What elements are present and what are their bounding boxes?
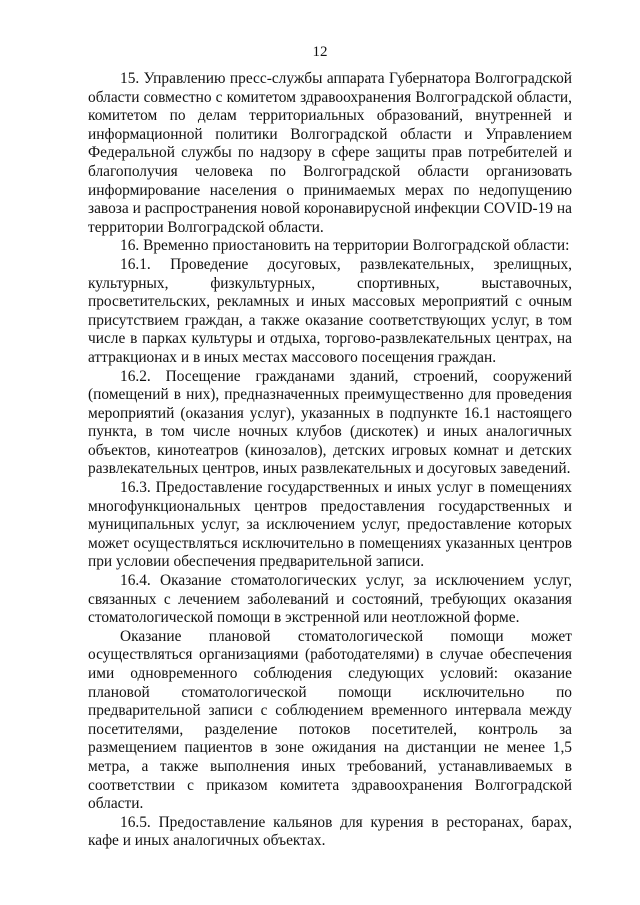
page-number: 12 bbox=[312, 44, 328, 60]
document-body bbox=[88, 70, 572, 851]
paragraph-16-5: 16.5. Предоставление кальянов для курения в ресторанах, барах, кафе и иных аналогичных объектах. bbox=[88, 813, 572, 850]
paragraph-16-4: 16.4. Оказание стоматологических услуг, за исключением услуг, связанных с лечением заболеваний и состояний, требующих оказания стоматологической помощи в экстренной или неотложной форме. bbox=[88, 572, 572, 627]
paragraph-16-4-planned-care: Оказание плановой стоматологической помощи может осуществляться организациями (работодателями) в случае обеспечения ими одновременного соблюдения следующих условий: оказание плановой стоматологической помощи исключительно по предварительной записи с соблюдением временного интервала между посетителями, разделение потоков посетителей, контроль за размещением пациентов в зоне ожидания на дистанции не менее 1,5 метра, а также выполнения иных требований, устанавливаемых в соответствии с приказом комитета здравоохранения Волгоградской области. bbox=[88, 627, 572, 813]
paragraph-15: 15. Управлению пресс-службы аппарата Губернатора Волгоградской области совместно с комитетом здравоохранения Волгоградской области, комитетом по делам территориальных образований, внутренней и информационной политики Волгоградской области и Управлением Федеральной службы по надзору в сфере защиты прав потребителей и благополучия человека по Волгоградской области организовать информирование населения о принимаемых мерах по недопущению завоза и распространения новой коронавирусной инфекции COVID-19 на территории Волгоградской области. bbox=[88, 70, 572, 236]
paragraph-16-1: 16.1. Проведение досуговых, развлекательных, зрелищных, культурных, физкультурных, спортивных, выставочных, просветительских, рекламных и иных массовых мероприятий с очным присутствием граждан, а также оказание соответствующих услуг, в том числе в парках культуры и отдыха, торгово-развлекательных центрах, на аттракционах и в иных местах массового посещения граждан. bbox=[88, 255, 572, 366]
paragraph-16: 16. Временно приостановить на территории Волгоградской области: bbox=[120, 237, 570, 255]
paragraph-16-2: 16.2. Посещение гражданами зданий, строений, сооружений (помещений в них), предназначенных преимущественно для проведения мероприятий (оказания услуг), указанных в подпункте 16.1 настоящего пункта, в том числе ночных клубов (дискотек) и иных аналогичных объектов, кинотеатров (кинозалов), детских игровых комнат и детских развлекательных центров, иных развлекательных и досуговых заведений. bbox=[88, 367, 572, 478]
paragraph-16-3: 16.3. Предоставление государственных и иных услуг в помещениях многофункциональных центров предоставления государственных и муниципальных услуг, за исключением услуг, предоставление которых может осуществляться исключительно в помещениях указанных центров при условии обеспечения предварительной записи. bbox=[88, 479, 572, 571]
